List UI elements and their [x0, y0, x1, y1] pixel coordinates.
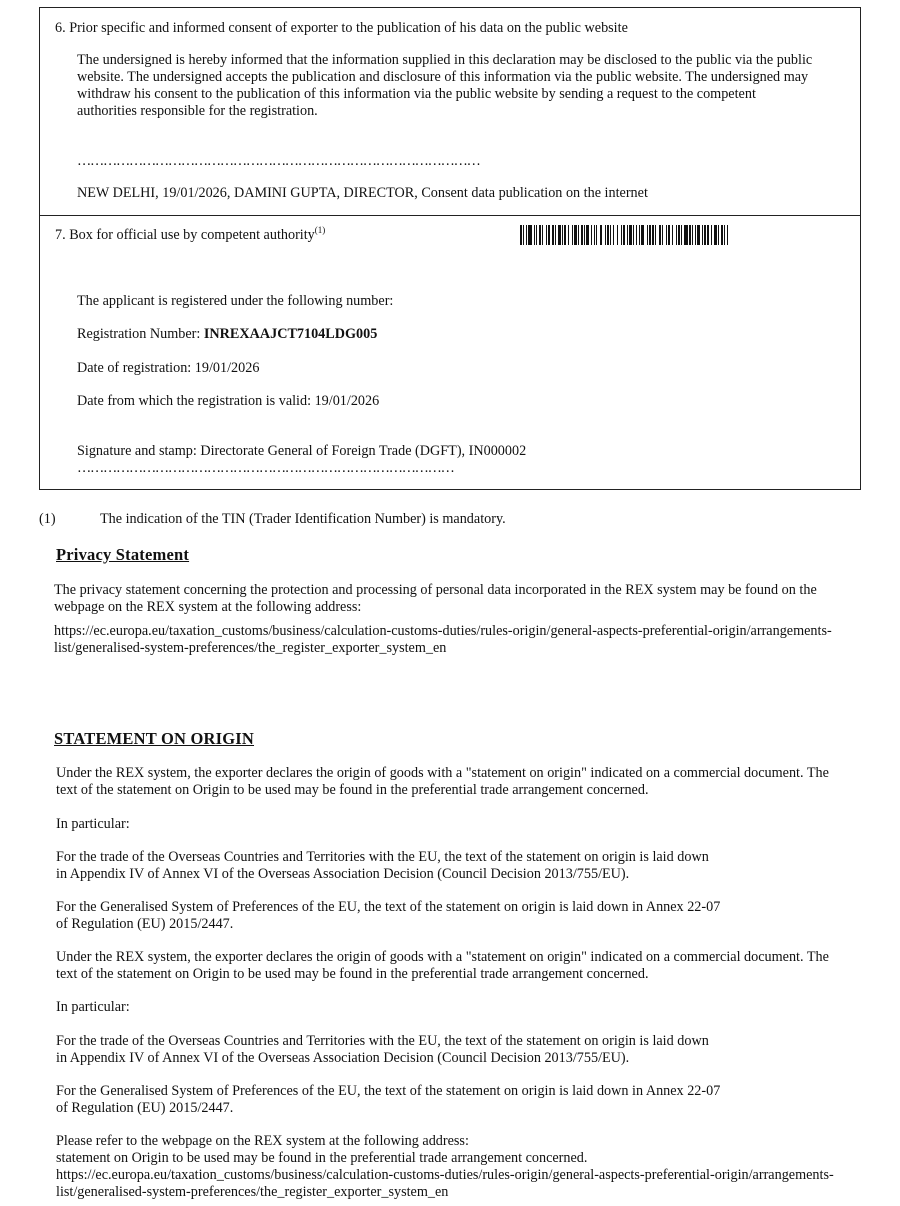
date-of-registration: Date of registration: 19/01/2026 — [77, 360, 260, 376]
origin-url-line: list/generalised-system-preferences/the_register_exporter_system_en — [56, 1184, 449, 1200]
barcode-bar — [728, 225, 731, 245]
privacy-heading: Privacy Statement — [56, 545, 190, 564]
section-6-paragraph-line: The undersigned is hereby informed that the information supplied in this declaration may be disclosed to the public via the public — [77, 52, 813, 68]
section-6-paragraph-line: withdraw his consent to the publication of this information via the public website by sending a request to the competent — [77, 86, 756, 102]
origin-paragraph-line: Please refer to the webpage on the REX system at the following address: — [56, 1133, 469, 1149]
origin-paragraph-line: of Regulation (EU) 2015/2447. — [56, 1100, 234, 1116]
origin-heading: STATEMENT ON ORIGIN — [54, 729, 255, 748]
origin-paragraph-line: in Appendix IV of Annex VI of the Overseas Association Decision (Council Decision 2013/755/EU). — [56, 866, 630, 882]
origin-paragraph-line: For the Generalised System of Preferences of the EU, the text of the statement on origin is laid down in Annex 22-07 — [56, 1083, 721, 1099]
registration-valid-from: Date from which the registration is valid: 19/01/2026 — [77, 393, 380, 409]
registered-text: The applicant is registered under the following number: — [77, 293, 394, 309]
signature-dotted-line: ………………………………………………………………………………… — [77, 153, 480, 169]
privacy-line: webpage on the REX system at the following address: — [54, 599, 362, 615]
footnote-reference: (1) — [314, 225, 326, 235]
section-7-box — [39, 215, 861, 490]
registration-number-line — [77, 326, 377, 343]
consent-signature-line: NEW DELHI, 19/01/2026, DAMINI GUPTA, DIRECTOR, Consent data publication on the internet — [77, 185, 648, 201]
section-7-title-text: 7. Box for official use by competent authority — [55, 227, 315, 243]
origin-paragraph-line: Under the REX system, the exporter declares the origin of goods with a "statement on origin" indicated on a commercial document. The — [56, 949, 829, 965]
footnote-marker: (1) — [39, 511, 56, 527]
registration-number-label: Registration Number: — [77, 326, 204, 342]
section-7-title — [55, 227, 325, 244]
barcode — [520, 225, 731, 245]
origin-paragraph-line: For the Generalised System of Preferences of the EU, the text of the statement on origin is laid down in Annex 22-07 — [56, 899, 721, 915]
section-6-title: 6. Prior specific and informed consent of exporter to the publication of his data on the public website — [55, 20, 628, 36]
privacy-url-line: list/generalised-system-preferences/the_register_exporter_system_en — [54, 640, 447, 656]
origin-url-line: https://ec.europa.eu/taxation_customs/business/calculation-customs-duties/rules-origin/general-aspects-preferential-origin/arrangements- — [56, 1167, 834, 1183]
origin-paragraph-line: statement on Origin to be used may be found in the preferential trade arrangement concerned. — [56, 1150, 588, 1166]
privacy-line: The privacy statement concerning the protection and processing of personal data incorporated in the REX system may be found on the — [54, 582, 817, 598]
origin-paragraph-line: Under the REX system, the exporter declares the origin of goods with a "statement on origin" indicated on a commercial document. The — [56, 765, 829, 781]
origin-paragraph-line: text of the statement on Origin to be used may be found in the preferential trade arrangement concerned. — [56, 966, 649, 982]
signature-and-stamp: Signature and stamp: Directorate General of Foreign Trade (DGFT), IN000002 — [77, 443, 527, 459]
section-6-paragraph-line: website. The undersigned accepts the publication and disclosure of this information via the public website. The undersigned may — [77, 69, 809, 85]
section-6-paragraph-line: authorities responsible for the registration. — [77, 103, 318, 119]
origin-paragraph-line: text of the statement on Origin to be used may be found in the preferential trade arrangement concerned. — [56, 782, 649, 798]
registration-number: INREXAAJCT7104LDG005 — [203, 326, 378, 342]
origin-paragraph-line: in Appendix IV of Annex VI of the Overseas Association Decision (Council Decision 2013/755/EU). — [56, 1050, 630, 1066]
origin-paragraph-line: of Regulation (EU) 2015/2447. — [56, 916, 234, 932]
section-6-box — [39, 7, 861, 217]
in-particular: In particular: — [56, 816, 130, 832]
privacy-url-line: https://ec.europa.eu/taxation_customs/business/calculation-customs-duties/rules-origin/general-aspects-preferential-origin/arrangements- — [54, 623, 832, 639]
origin-paragraph-line: For the trade of the Overseas Countries and Territories with the EU, the text of the statement on origin is laid down — [56, 849, 709, 865]
in-particular: In particular: — [56, 999, 130, 1015]
stamp-dotted-line: …………………………………………………………………………… — [77, 460, 454, 476]
origin-paragraph-line: For the trade of the Overseas Countries and Territories with the EU, the text of the statement on origin is laid down — [56, 1033, 709, 1049]
footnote-text: The indication of the TIN (Trader Identification Number) is mandatory. — [100, 511, 506, 527]
